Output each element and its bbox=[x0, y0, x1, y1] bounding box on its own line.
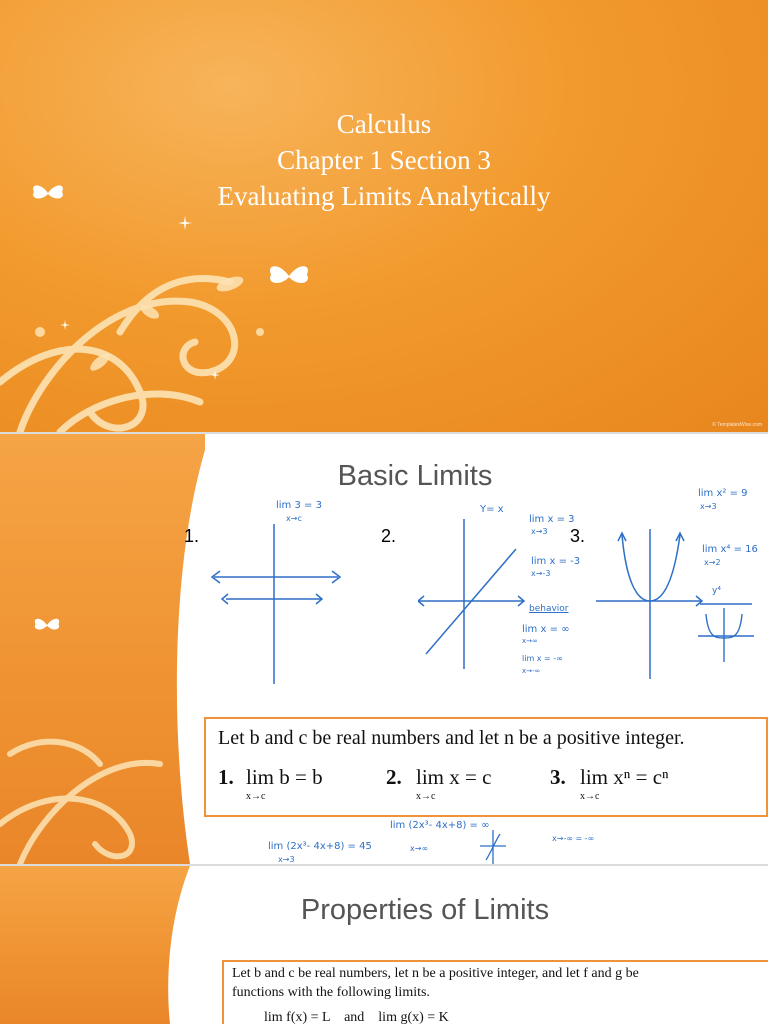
handwritten-note: lim (2x³- 4x+8) = ∞ bbox=[390, 820, 490, 831]
handwritten-note: lim x = ∞ bbox=[522, 624, 570, 635]
slide-title-block bbox=[0, 106, 768, 214]
properties-of-limits-slide bbox=[0, 866, 768, 1024]
formula-subscript: x→c bbox=[580, 791, 600, 802]
title-line: Chapter 1 Section 3 bbox=[277, 145, 491, 175]
handwritten-note: lim x = 3 bbox=[529, 514, 575, 525]
formula-subscript: x→c bbox=[416, 791, 436, 802]
handwritten-note: lim x² = 9 bbox=[698, 488, 748, 499]
sparkle-icon bbox=[210, 370, 220, 380]
handwritten-note: x→2 bbox=[704, 558, 721, 567]
handwritten-note: y⁴ bbox=[712, 586, 721, 596]
mini-graph-sketch bbox=[696, 594, 756, 664]
theorem-statement: functions with the following limits. bbox=[232, 985, 430, 1000]
formula-number: 3. bbox=[550, 765, 566, 789]
sparkle-icon bbox=[60, 320, 70, 330]
butterfly-icon bbox=[266, 262, 312, 290]
slide-title: Properties of Limits bbox=[300, 894, 550, 926]
formula: lim b = b bbox=[246, 765, 323, 789]
handwritten-note: lim (2x³- 4x+8) = 45 bbox=[268, 841, 372, 852]
graph-constant bbox=[206, 514, 346, 684]
handwritten-note: lim x = -∞ bbox=[522, 654, 563, 663]
formula: lim f(x) = L and lim g(x) = K bbox=[264, 1010, 449, 1024]
basic-limits-slide bbox=[0, 434, 768, 864]
handwritten-note: x→∞ bbox=[522, 637, 538, 645]
swirl-decoration bbox=[0, 694, 200, 864]
formula-subscript: x→c bbox=[246, 791, 266, 802]
slide-title: Basic Limits bbox=[337, 460, 493, 492]
handwritten-note: x→3 bbox=[700, 502, 717, 511]
handwritten-note: x→c bbox=[286, 514, 302, 523]
formula-number: 2. bbox=[386, 765, 402, 789]
sparkle-icon bbox=[178, 216, 192, 230]
handwritten-note: behavior bbox=[529, 604, 569, 614]
handwritten-note: x→-∞ bbox=[522, 667, 541, 675]
item-number: 3. bbox=[570, 526, 586, 546]
handwritten-note: lim x⁴ = 16 bbox=[702, 544, 758, 555]
handwritten-note: x→3 bbox=[278, 855, 295, 864]
butterfly-icon bbox=[32, 616, 62, 634]
formula: lim xⁿ = cⁿ bbox=[580, 765, 669, 789]
title-line: Calculus bbox=[336, 109, 432, 139]
title-line: Evaluating Limits Analytically bbox=[217, 181, 551, 211]
handwritten-note: x→-3 bbox=[531, 569, 551, 578]
theorem-statement: Let b and c be real numbers, let n be a positive integer, and let f and g be bbox=[232, 966, 639, 981]
title-slide bbox=[0, 0, 768, 432]
handwritten-note: x→3 bbox=[531, 527, 548, 536]
graph-identity bbox=[418, 519, 538, 669]
item-number: 2. bbox=[381, 526, 397, 546]
item-number: 1. bbox=[184, 526, 200, 546]
handwritten-note: x→-∞ = -∞ bbox=[552, 834, 595, 843]
formula-number: 1. bbox=[218, 765, 234, 789]
theorem-statement: Let b and c be real numbers and let n be a positive integer. bbox=[218, 727, 685, 749]
basic-limits-formula-box bbox=[204, 717, 768, 817]
formula: lim x = c bbox=[416, 765, 492, 789]
graph-power bbox=[596, 529, 706, 679]
copyright-text: © TemplatesWise.com bbox=[712, 422, 762, 428]
mini-graph-sketch bbox=[478, 830, 508, 864]
handwritten-note: x→∞ bbox=[410, 844, 429, 853]
properties-formula-box bbox=[222, 960, 768, 1024]
handwritten-note: lim x = -3 bbox=[531, 556, 581, 567]
handwritten-note: lim 3 = 3 bbox=[276, 500, 322, 511]
handwritten-note: Y= x bbox=[480, 504, 504, 515]
